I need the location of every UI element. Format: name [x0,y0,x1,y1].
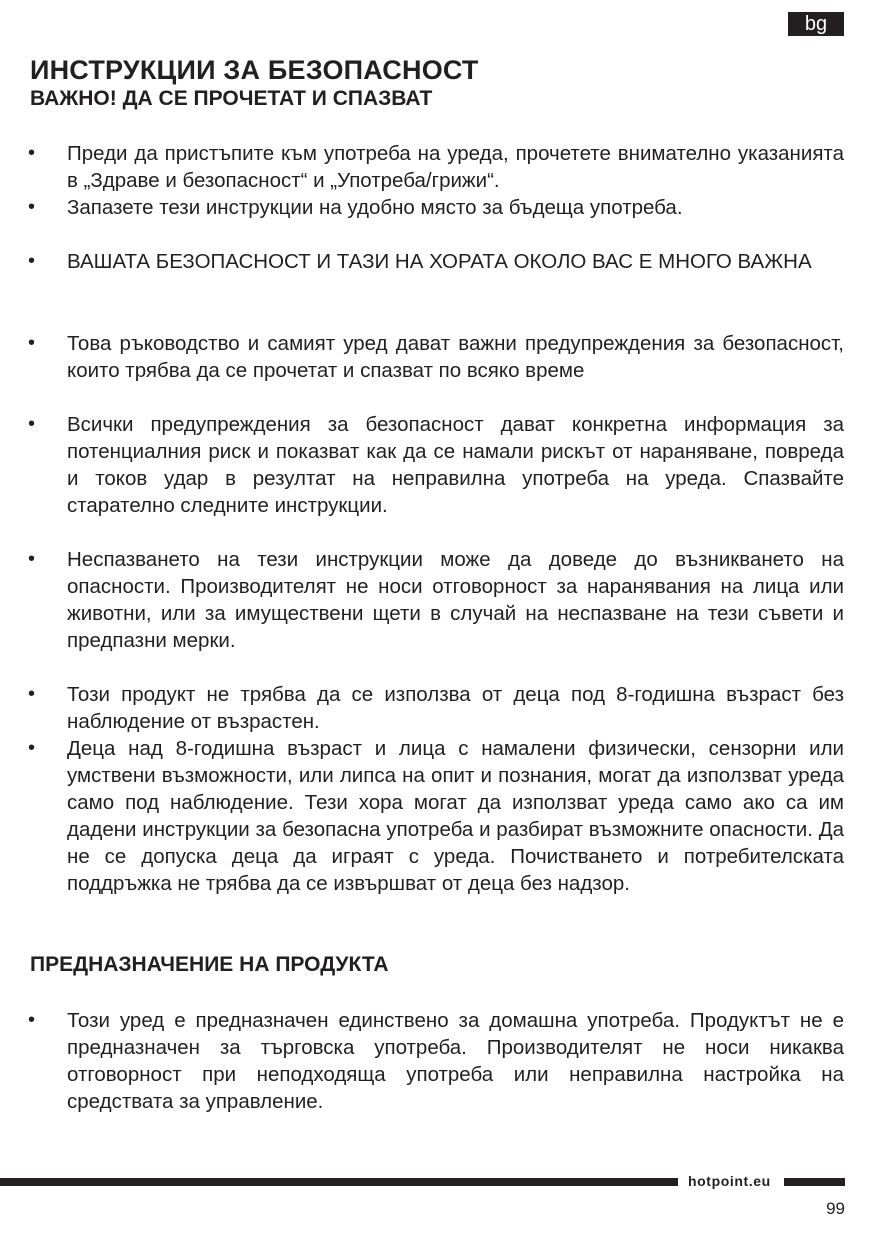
list-item-text: Запазете тези инструкции на удобно място за бъдеща употреба. [67,196,683,219]
bullet-marker: • [28,250,36,272]
page-subtitle: ВАЖНО! ДА СЕ ПРОЧЕТАТ И СПАЗВАТ [30,87,433,110]
list-item [28,330,844,384]
bullet-marker: • [28,142,36,164]
list-item [28,248,844,275]
list-item [28,681,844,735]
list-item-text: Този продукт не трябва да се използва от деца под 8-годишна възраст без наблюдение от възрастен. [67,683,844,733]
footer-rule-right [784,1178,845,1186]
list-item [28,140,844,194]
page-number: 99 [826,1199,845,1218]
footer-rule-left [0,1178,678,1186]
list-item [28,194,844,221]
list-item [28,546,844,654]
list-item [28,735,844,897]
list-item-text: Преди да пристъпите към употреба на уреда, прочетете внимателно указанията в „Здраве и безопасност“ и „Употреба/грижи“. [67,142,844,192]
bullet-marker: • [28,413,36,435]
bullet-marker: • [28,737,36,759]
list-item [28,1007,844,1115]
list-item [28,411,844,519]
footer-brand: hotpoint.eu [688,1173,771,1189]
bullet-marker: • [28,332,36,354]
page-title: ИНСТРУКЦИИ ЗА БЕЗОПАСНОСТ [30,55,479,85]
list-item-text: ВАШАТА БЕЗОПАСНОСТ И ТАЗИ НА ХОРАТА ОКОЛО ВАС Е МНОГО ВАЖНА [67,250,812,273]
section-heading: ПРЕДНАЗНАЧЕНИЕ НА ПРОДУКТА [30,953,389,976]
bullet-marker: • [28,196,36,218]
language-badge: bg [788,12,844,36]
list-item-text: Всички предупреждения за безопасност дават конкретна информация за потенциалния риск и показват как да се намали рискът от нараняване, повреда и токов удар в резултат на неправилна употреба на уреда. Спазвайте старателно следните инструкции. [67,413,844,517]
list-item-text: Това ръководство и самият уред дават важни предупреждения за безопасност, които трябва да се прочетат и спазват по всяко време [67,332,844,382]
bullet-marker: • [28,1009,36,1031]
list-item-text: Този уред е предназначен единствено за домашна употреба. Продуктът не е предназначен за търговска употреба. Производителят не носи никаква отговорност при неподходяща употреба или неправилна настройка на средствата за управление. [67,1009,844,1113]
bullet-marker: • [28,548,36,570]
list-item-text: Неспазването на тези инструкции може да доведе до възникването на опасности. Производителят не носи отговорност за наранявания на лица или животни, или за имуществени щети в случай на неспазване на тези съвети и предпазни мерки. [67,548,844,652]
bullet-marker: • [28,683,36,705]
list-item-text: Деца над 8-годишна възраст и лица с намалени физически, сензорни или умствени възможности, или липса на опит и познания, могат да използват уреда само под наблюдение. Тези хора могат да използват уреда само ако са им дадени инструкции за безопасна употреба и разбират възможните опасности. Да не се допуска деца да играят с уреда. Почистването и потребителската поддръжка не трябва да се извършват от деца без надзор. [67,737,844,895]
